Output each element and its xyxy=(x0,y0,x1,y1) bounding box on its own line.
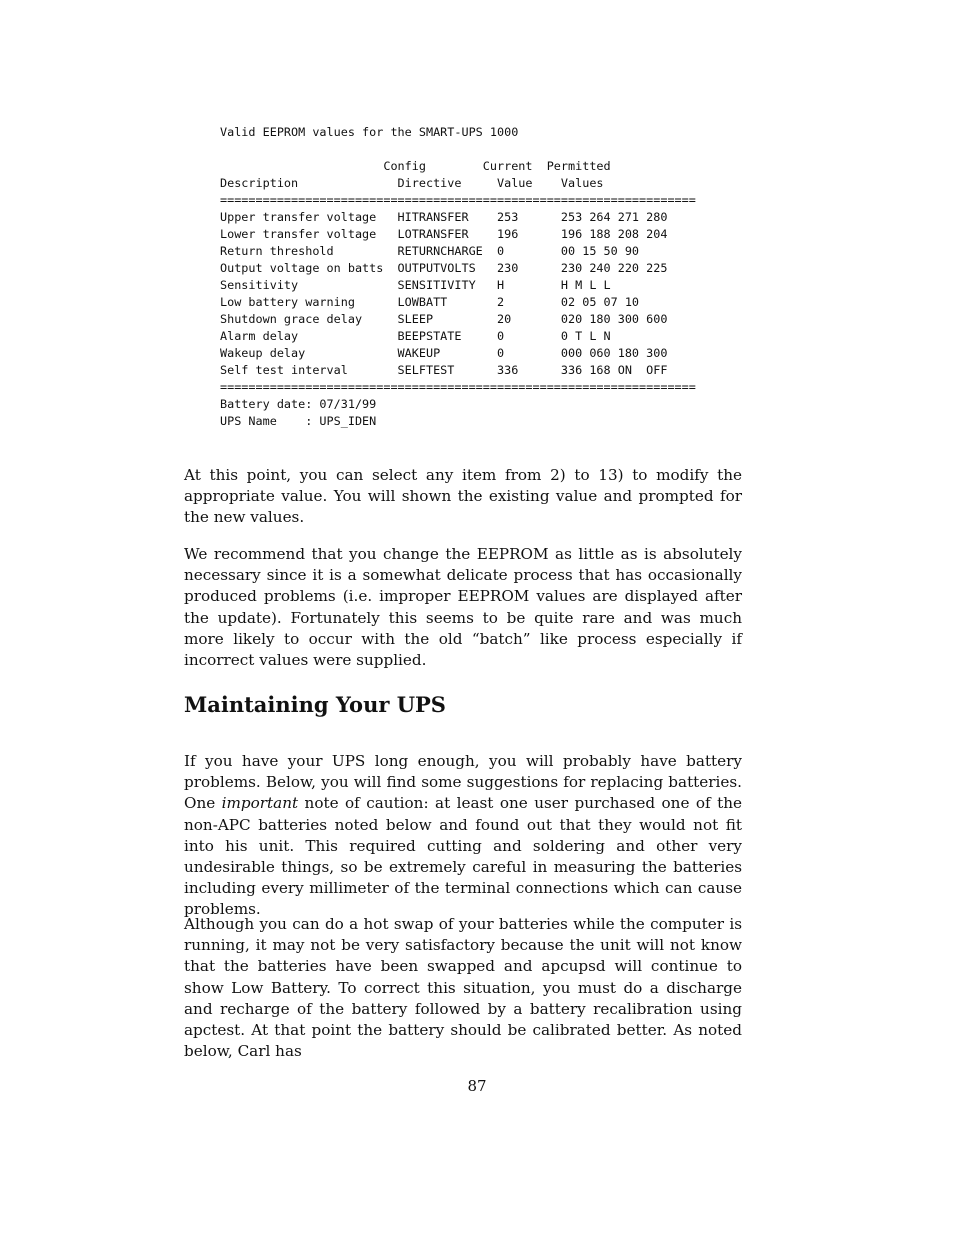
code-line: Alarm delay BEEPSTATE 0 0 T L N xyxy=(220,329,611,343)
emphasis-important: important xyxy=(221,794,299,813)
code-line: Shutdown grace delay SLEEP 20 020 180 300 600 xyxy=(220,312,668,326)
code-line: Lower transfer voltage LOTRANSFER 196 196 188 208 204 xyxy=(220,227,668,241)
code-line: Description Directive Value Values xyxy=(220,176,604,190)
code-line: Sensitivity SENSITIVITY H H M L L xyxy=(220,278,611,292)
page-number: 87 xyxy=(467,1077,487,1095)
code-line: =================================================================== xyxy=(220,380,696,394)
code-line: Valid EEPROM values for the SMART-UPS 1000 xyxy=(220,125,519,139)
code-line: UPS Name : UPS_IDEN xyxy=(220,414,377,428)
code-line: Output voltage on batts OUTPUTVOLTS 230 230 240 220 225 xyxy=(220,261,668,275)
eeprom-values-listing xyxy=(220,124,696,430)
paragraph-eeprom-recommendation: We recommend that you change the EEPROM as little as is absolutely necessary since it is a somewhat delicate process that has occasionally produced problems (i.e. improper EEPROM values are displayed after the update). Fortunately this seems to be quite rare and was much more likely to occur with the old “batch” like process especially if incorrect values were supplied. xyxy=(184,545,742,670)
code-line: Battery date: 07/31/99 xyxy=(220,397,377,411)
paragraph-hot-swap: Although you can do a hot swap of your batteries while the computer is running, it may not be very satisfactory because the unit will not know that the batteries have been swapped and apcupsd will continue to show Low Battery. To correct this situation, you must do a discharge and recharge of the battery followed by a battery recalibration using apctest. At that point the battery should be calibrated better. As noted below, Carl has xyxy=(184,915,742,1061)
code-line: Config Current Permitted xyxy=(220,159,611,173)
paragraph-select-item: At this point, you can select any item from 2) to 13) to modify the appropriate value. You will shown the existing value and prompted for the new values. xyxy=(184,466,742,527)
code-line: Return threshold RETURNCHARGE 0 00 15 50 90 xyxy=(220,244,640,258)
section-heading: Maintaining Your UPS xyxy=(184,692,446,717)
code-line: =================================================================== xyxy=(220,193,696,207)
code-line: Wakeup delay WAKEUP 0 000 060 180 300 xyxy=(220,346,668,360)
paragraph-battery-problems-start: If you have your UPS long enough, you will probably have battery problems. Below, you will find some suggestions for replacing batteries. One xyxy=(184,752,742,813)
code-line: Low battery warning LOWBATT 2 02 05 07 10 xyxy=(220,295,640,309)
paragraph-battery-problems xyxy=(184,751,742,921)
code-line: Upper transfer voltage HITRANSFER 253 253 264 271 280 xyxy=(220,210,668,224)
code-line: Self test interval SELFTEST 336 336 168 ON OFF xyxy=(220,363,668,377)
paragraph-battery-problems-end: note of caution: at least one user purchased one of the non-APC batteries noted below and found out that they would not fit into his unit. This required cutting and soldering and other very undesirable things, so be extremely careful in measuring the batteries including every millimeter of the terminal connections which can cause problems. xyxy=(184,794,742,919)
